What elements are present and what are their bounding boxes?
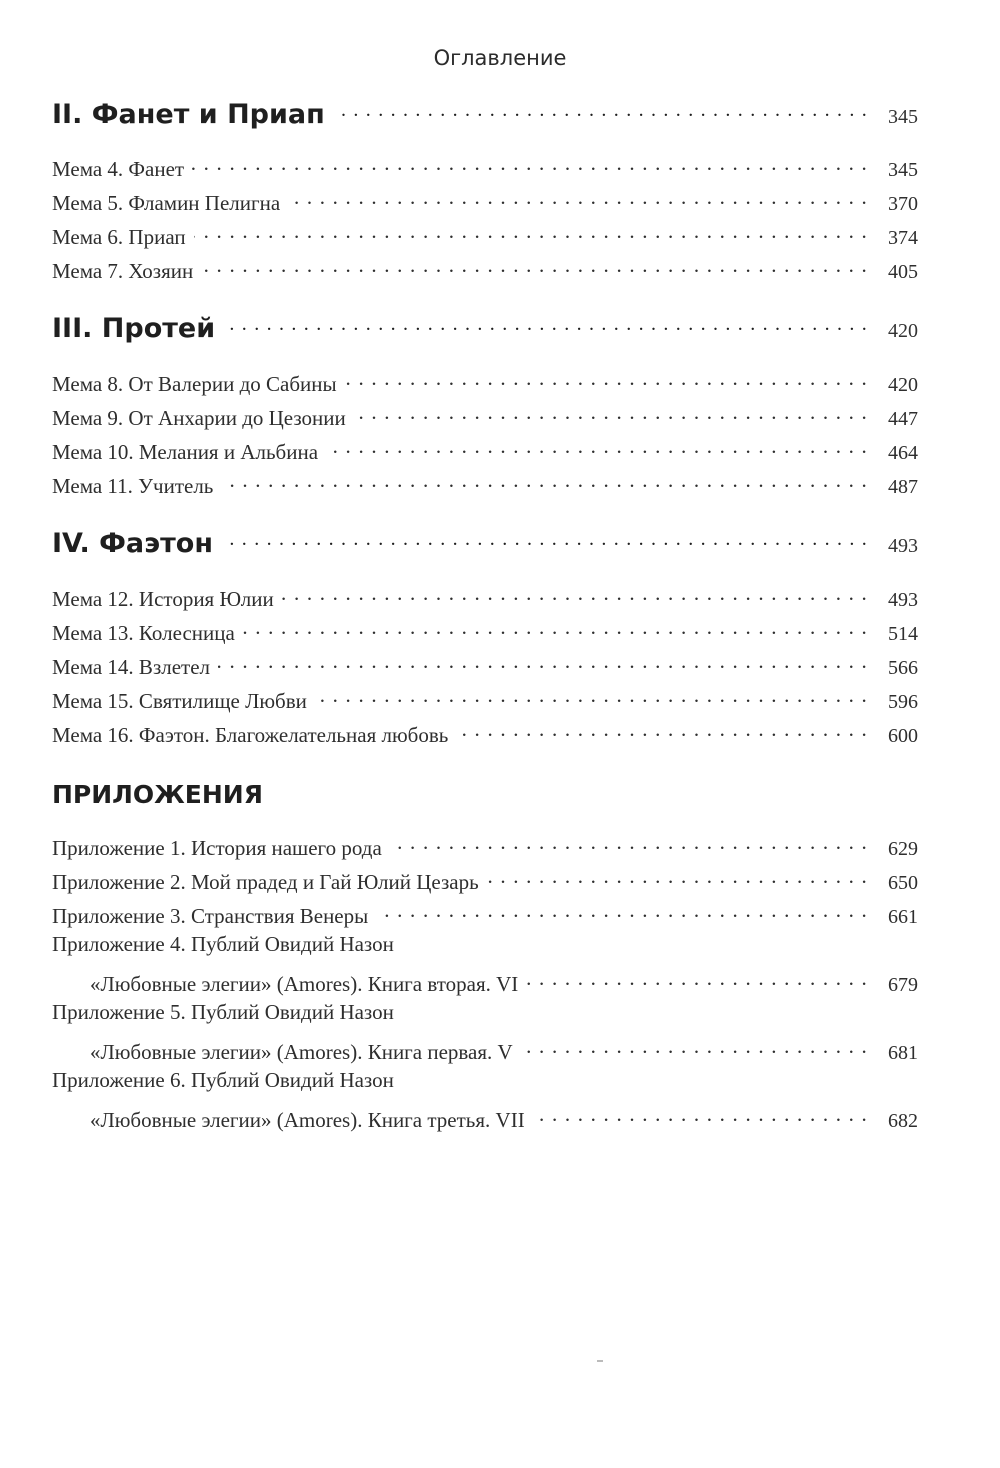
leader-dots	[243, 615, 868, 640]
entry-label: Мема 4. Фанет	[52, 157, 185, 182]
page-number: 493	[888, 589, 918, 612]
part-title: IV. Фаэтон	[52, 528, 213, 559]
page-number: 420	[888, 374, 918, 397]
toc-entry	[52, 400, 918, 431]
entry-label: Мема 8. От Валерии до Сабины	[52, 372, 337, 397]
page-number: 682	[888, 1110, 918, 1133]
page-number: 514	[888, 623, 918, 646]
entry-label: Мема 5. Фламин Пелигна	[52, 191, 281, 216]
page-number: 596	[888, 691, 918, 714]
part-title: II. Фанет и Приап	[52, 99, 325, 130]
page-number: 345	[888, 106, 918, 128]
toc-entry	[52, 219, 918, 250]
leader-dots	[376, 898, 868, 923]
leader-dots	[533, 1102, 868, 1127]
leader-dots	[345, 366, 868, 391]
entry-label: Мема 10. Мелания и Альбина	[52, 440, 319, 465]
toc-entry	[52, 717, 918, 748]
leader-dots	[354, 400, 868, 425]
toc-entry	[52, 864, 918, 895]
toc-entry	[52, 615, 918, 646]
toc-entry	[52, 581, 918, 612]
entry-label: Мема 11. Учитель	[52, 474, 214, 499]
page-number: 681	[888, 1042, 918, 1065]
toc-entry	[52, 366, 918, 397]
entry-label: Приложение 6. Публий Овидий Назон	[52, 1068, 394, 1092]
entry-label: Мема 14. Взлетел	[52, 655, 211, 680]
leader-dots	[221, 528, 868, 552]
toc-entry	[90, 966, 918, 997]
leader-dots	[526, 966, 868, 991]
leader-dots	[201, 253, 868, 278]
page-number: 661	[888, 906, 918, 929]
entry-label: Мема 9. От Анхарии до Цезонии	[52, 406, 346, 431]
entry-label: Приложение 2. Мой прадед и Гай Юлий Цезарь	[52, 870, 479, 895]
page-number: 370	[888, 193, 918, 216]
leader-dots	[194, 219, 868, 244]
entry-subtitle: «Любовные элегии» (Amores). Книга первая. V	[90, 1040, 513, 1065]
entry-label: Мема 6. Приап	[52, 225, 186, 250]
leader-dots	[315, 683, 868, 708]
entry-label: Приложение 3. Странствия Венеры	[52, 904, 369, 929]
leader-dots	[456, 717, 868, 742]
leader-dots	[223, 313, 868, 337]
appendices-heading: ПРИЛОЖЕНИЯ	[52, 780, 263, 809]
toc-entry	[52, 649, 918, 680]
running-head: Оглавление	[433, 46, 567, 70]
toc-entry	[52, 898, 918, 929]
page-number: 493	[888, 535, 918, 557]
page-number: 566	[888, 657, 918, 680]
page-number: 374	[888, 227, 918, 250]
leader-dots	[221, 468, 868, 493]
page-number: 650	[888, 872, 918, 895]
page-number: 345	[888, 159, 918, 182]
leader-dots	[282, 581, 868, 606]
toc-entry	[90, 1034, 918, 1065]
leader-dots	[333, 99, 868, 123]
leader-dots	[326, 434, 868, 459]
entry-label: Мема 7. Хозяин	[52, 259, 194, 284]
toc-entry	[90, 1102, 918, 1133]
entry-label: Приложение 4. Публий Овидий Назон	[52, 932, 394, 956]
leader-dots	[288, 185, 868, 210]
toc-entry	[52, 151, 918, 182]
page-number: 487	[888, 476, 918, 499]
page-number: 629	[888, 838, 918, 861]
entry-label: Приложение 5. Публий Овидий Назон	[52, 1000, 394, 1024]
leader-dots	[487, 864, 868, 889]
entry-label: Мема 15. Святилище Любви	[52, 689, 307, 714]
page-number: 420	[888, 320, 918, 342]
leader-dots	[390, 830, 868, 855]
toc-entry	[52, 683, 918, 714]
entry-subtitle: «Любовные элегии» (Amores). Книга третья. VII	[90, 1108, 525, 1133]
toc-entry	[52, 468, 918, 499]
part-title: III. Протей	[52, 313, 216, 344]
part-heading	[52, 313, 918, 344]
entry-label: Приложение 1. История нашего рода	[52, 836, 382, 861]
toc-entry	[52, 434, 918, 465]
part-heading	[52, 528, 918, 559]
page-number: 447	[888, 408, 918, 431]
scan-speck	[597, 1360, 603, 1362]
entry-label: Мема 16. Фаэтон. Благожелательная любовь	[52, 723, 449, 748]
page-number: 600	[888, 725, 918, 748]
entry-subtitle: «Любовные элегии» (Amores). Книга вторая. VI	[90, 972, 519, 997]
page-number: 464	[888, 442, 918, 465]
leader-dots	[521, 1034, 868, 1059]
entry-label: Мема 13. Колесница	[52, 621, 235, 646]
entry-label: Мема 12. История Юлии	[52, 587, 274, 612]
leader-dots	[218, 649, 868, 674]
page-number: 405	[888, 261, 918, 284]
part-heading	[52, 99, 918, 130]
page-number: 679	[888, 974, 918, 997]
leader-dots	[192, 151, 868, 176]
toc-entry	[52, 253, 918, 284]
toc-entry	[52, 185, 918, 216]
toc-entry	[52, 830, 918, 861]
